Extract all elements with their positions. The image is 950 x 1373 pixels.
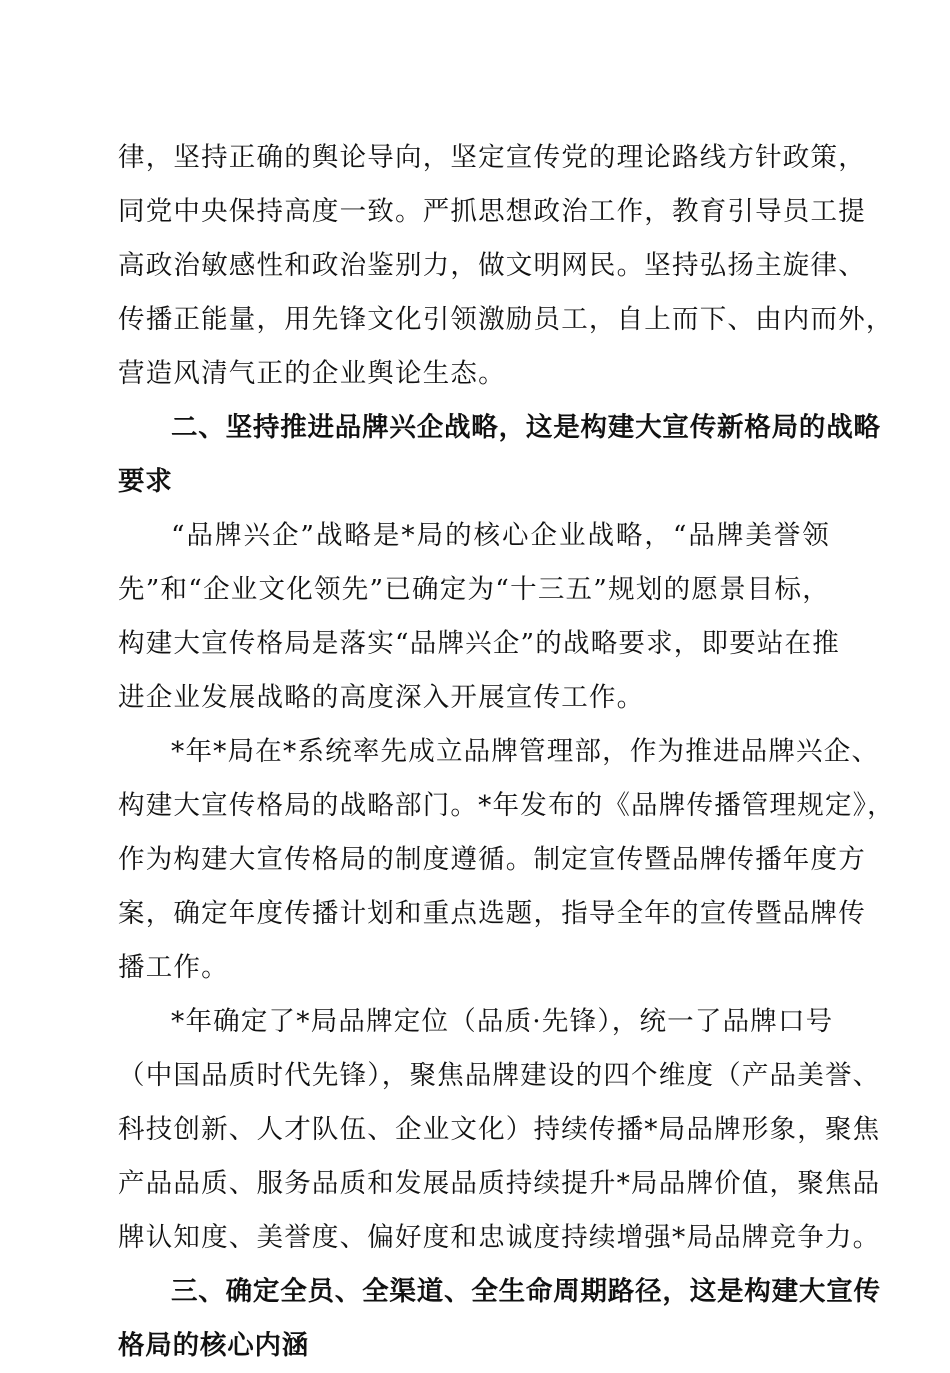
paragraph-line: 作为构建大宣传格局的制度遵循。制定宣传暨品牌传播年度方	[118, 844, 866, 875]
paragraph-line: *年确定了*局品牌定位（品质·先锋），统一了品牌口号	[171, 1006, 834, 1037]
section-heading-3-cont: 格局的核心内涵	[118, 1330, 310, 1361]
paragraph-line: 高政治敏感性和政治鉴别力，做文明网民。坚持弘扬主旋律、	[118, 250, 866, 281]
paragraph-line: 律，坚持正确的舆论导向，坚定宣传党的理论路线方针政策，	[118, 142, 866, 173]
paragraph-line: 传播正能量，用先锋文化引领激励员工，自上而下、由内而外，	[118, 304, 894, 335]
document-body	[118, 131, 895, 1373]
paragraph-line: 案，确定年度传播计划和重点选题，指导全年的宣传暨品牌传	[118, 898, 866, 929]
paragraph-line: 播工作。	[118, 952, 229, 983]
paragraph-line: 同党中央保持高度一致。严抓思想政治工作，教育引导员工提	[118, 196, 866, 227]
section-heading-2: 二、坚持推进品牌兴企战略，这是构建大宣传新格局的战略	[171, 412, 881, 443]
paragraph-line: 产品品质、服务品质和发展品质持续提升*局品牌价值，聚焦品	[118, 1168, 881, 1199]
paragraph-line: “品牌兴企”战略是*局的核心企业战略，“品牌美誉领	[171, 520, 830, 551]
section-heading-3: 三、确定全员、全渠道、全生命周期路径，这是构建大宣传	[171, 1276, 881, 1307]
section-heading-2-cont: 要求	[118, 466, 173, 497]
paragraph-line: 进企业发展战略的高度深入开展宣传工作。	[118, 682, 645, 713]
paragraph-line: （中国品质时代先锋），聚焦品牌建设的四个维度（产品美誉、	[118, 1060, 881, 1091]
paragraph-line: 构建大宣传格局是落实“品牌兴企”的战略要求，即要站在推	[118, 628, 840, 659]
paragraph-line: 营造风清气正的企业舆论生态。	[118, 358, 506, 389]
paragraph-line: 科技创新、人才队伍、企业文化）持续传播*局品牌形象，聚焦	[118, 1114, 881, 1145]
paragraph-line: 先”和“企业文化领先”已确定为“十三五”规划的愿景目标，	[118, 574, 830, 605]
paragraph-line: 牌认知度、美誉度、偏好度和忠诚度持续增强*局品牌竞争力。	[118, 1222, 881, 1253]
paragraph-line: 构建大宣传格局的战略部门。*年发布的《品牌传播管理规定》，	[118, 790, 895, 821]
paragraph-line: *年*局在*系统率先成立品牌管理部，作为推进品牌兴企、	[171, 736, 880, 767]
